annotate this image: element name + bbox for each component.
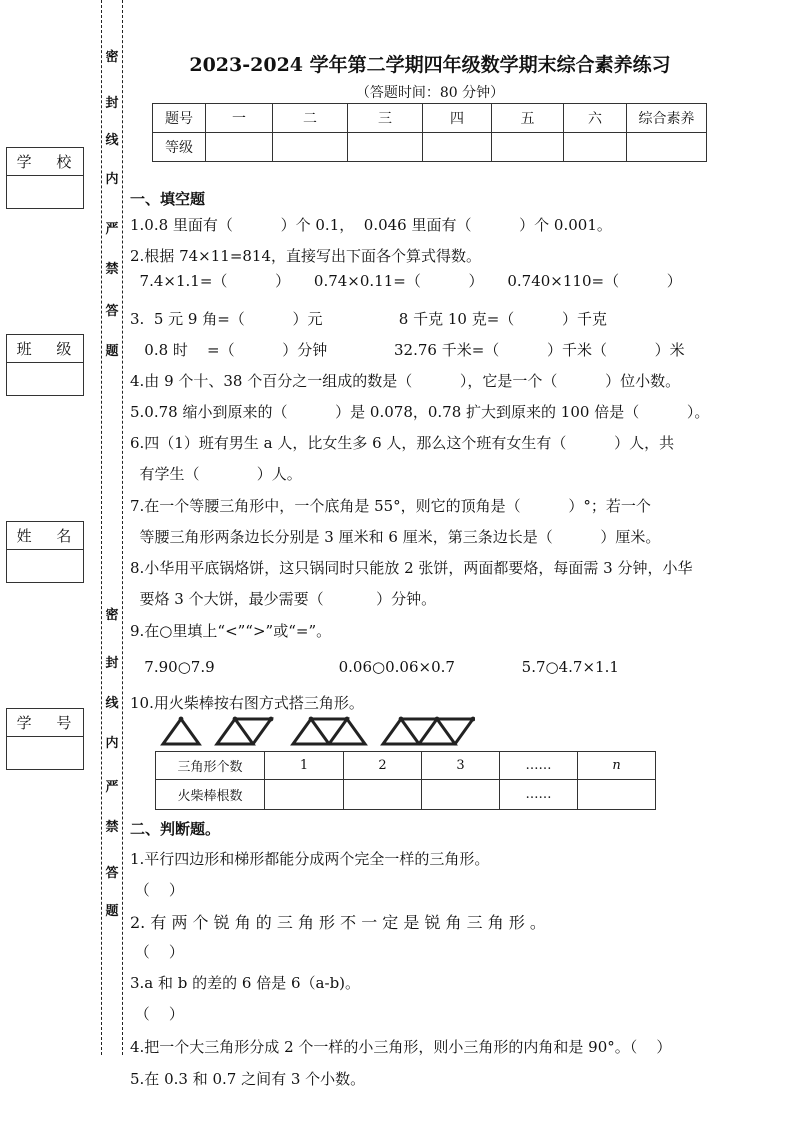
answer-brackets[interactable]: （ ） (130, 943, 184, 961)
matchstick-triangle (163, 719, 199, 744)
table-cell: 三角形个数 (156, 752, 265, 780)
name-label: 姓 名 (7, 522, 83, 550)
seal-char: 严 (105, 222, 119, 237)
exam-duration: （答题时间：80 分钟） (355, 85, 505, 101)
table-cell: 综合素养 (627, 104, 707, 133)
section-heading: 二、判断题。 (130, 820, 221, 838)
grade-input-cell[interactable] (348, 133, 423, 162)
question-line: 1.平行四边形和梯形都能分成两个完全一样的三角形。 (130, 850, 490, 868)
grade-input-cell[interactable] (564, 133, 627, 162)
table-cell: 一 (206, 104, 273, 133)
class-box[interactable] (6, 334, 84, 396)
matchstick-triangles-figure (155, 714, 475, 748)
table-cell: 五 (492, 104, 564, 133)
seal-char: 内 (105, 736, 119, 751)
grade-header-row (153, 104, 707, 133)
section-heading: 一、填空题 (130, 190, 206, 208)
question-line: 7.在一个等腰三角形中，一个底角是 55°，则它的顶角是（ ）°；若一个 (130, 497, 651, 515)
question-line: 1.0.8 里面有（ ）个 0.1， 0.046 里面有（ ）个 0.001。 (130, 216, 612, 234)
student-id-box[interactable] (6, 708, 84, 770)
seal-char: 封 (105, 656, 119, 671)
question-line: 8.小华用平底锅烙饼，这只锅同时只能放 2 张饼，两面都要烙，每面需 3 分钟，小华 (130, 559, 693, 577)
school-box[interactable] (6, 147, 84, 209)
table-cell: 2 (344, 752, 422, 780)
question-line: 2. 有 两 个 锐 角 的 三 角 形 不 一 定 是 锐 角 三 角 形 。 (130, 913, 546, 932)
answer-cell[interactable] (422, 780, 500, 810)
answer-brackets[interactable]: （ ） (130, 881, 184, 899)
seal-char: 内 (105, 172, 119, 187)
seal-char: 答 (105, 866, 119, 881)
answer-cell[interactable] (265, 780, 344, 810)
grade-table (152, 103, 707, 162)
question-line: 7.90○7.9 0.06○0.06×0.7 5.7○4.7×1.1 (130, 658, 619, 676)
table-cell: n (578, 752, 656, 780)
seal-char: 题 (105, 344, 119, 359)
grade-input-cell[interactable] (206, 133, 273, 162)
question-line: 0.8 时 =（ ）分钟 32.76 千米=（ ）千米（ ）米 (130, 341, 685, 359)
seal-char: 严 (105, 780, 119, 795)
seal-char: 答 (105, 304, 119, 319)
exam-title: 2023-2024 学年第二学期四年级数学期末综合素养练习 (189, 54, 671, 76)
question-line: 5.在 0.3 和 0.7 之间有 3 个小数。 (130, 1070, 366, 1088)
question-line: 6.四（1）班有男生 a 人，比女生多 6 人，那么这个班有女生有（ ）人，共 (130, 434, 675, 452)
seal-char: 禁 (105, 262, 119, 277)
question-line: 4.把一个大三角形分成 2 个一样的小三角形，则小三角形的内角和是 90°。（ ） (130, 1038, 672, 1056)
question-line: 5.0.78 缩小到原来的（ ）是 0.078，0.78 扩大到原来的 100 倍是（ ）。 (130, 403, 710, 421)
table-cell: …… (500, 780, 578, 810)
answer-cell[interactable] (578, 780, 656, 810)
class-label: 班 级 (7, 335, 83, 363)
table-cell: 二 (273, 104, 348, 133)
table-cell: 3 (422, 752, 500, 780)
question-line: 2.根据 74×11=814，直接写出下面各个算式得数。 (130, 247, 482, 265)
question-line: 4.由 9 个十、38 个百分之一组成的数是（ ），它是一个（ ）位小数。 (130, 372, 681, 390)
binding-line-left (101, 0, 102, 1055)
table-row (156, 780, 656, 810)
table-cell: 火柴棒根数 (156, 780, 265, 810)
seal-char: 线 (105, 133, 119, 148)
student-id-label: 学 号 (7, 709, 83, 737)
seal-char: 封 (105, 96, 119, 111)
question-line: 9.在○里填上“<”“>”或“=”。 (130, 622, 332, 640)
grade-input-cell[interactable] (627, 133, 707, 162)
matchstick-table (155, 751, 656, 810)
question-line: 等腰三角形两条边长分别是 3 厘米和 6 厘米，第三条边长是（ ）厘米。 (130, 528, 661, 546)
table-cell: 三 (348, 104, 423, 133)
question-line: 要烙 3 个大饼，最少需要（ ）分钟。 (130, 590, 437, 608)
question-line: 有学生（ ）人。 (130, 465, 302, 483)
table-cell: 六 (564, 104, 627, 133)
table-cell: 1 (265, 752, 344, 780)
grade-input-cell[interactable] (423, 133, 492, 162)
question-line: 3. 5 元 9 角=（ ）元 8 千克 10 克=（ ）千克 (130, 310, 607, 328)
answer-brackets[interactable]: （ ） (130, 1005, 184, 1023)
school-label: 学 校 (7, 148, 83, 176)
seal-char: 禁 (105, 820, 119, 835)
grade-input-cell[interactable] (273, 133, 348, 162)
seal-char: 题 (105, 904, 119, 919)
table-cell: …… (500, 752, 578, 780)
table-cell: 等级 (153, 133, 206, 162)
table-cell: 四 (423, 104, 492, 133)
seal-char: 密 (105, 608, 119, 623)
grade-value-row (153, 133, 707, 162)
matchstick-triangle (217, 719, 271, 744)
table-cell: 题号 (153, 104, 206, 133)
seal-char: 密 (105, 50, 119, 65)
table-row (156, 752, 656, 780)
matchstick-triangle (383, 719, 473, 744)
answer-cell[interactable] (344, 780, 422, 810)
name-box[interactable] (6, 521, 84, 583)
matchstick-triangle (293, 719, 365, 744)
seal-char: 线 (105, 696, 119, 711)
question-line: 10.用火柴棒按右图方式搭三角形。 (130, 694, 364, 712)
question-line: 7.4×1.1=（ ） 0.74×0.11=（ ） 0.740×110=（ ） (130, 272, 682, 290)
grade-input-cell[interactable] (492, 133, 564, 162)
binding-line-right (122, 0, 123, 1055)
question-line: 3.a 和 b 的差的 6 倍是 6（a-b)。 (130, 974, 361, 992)
